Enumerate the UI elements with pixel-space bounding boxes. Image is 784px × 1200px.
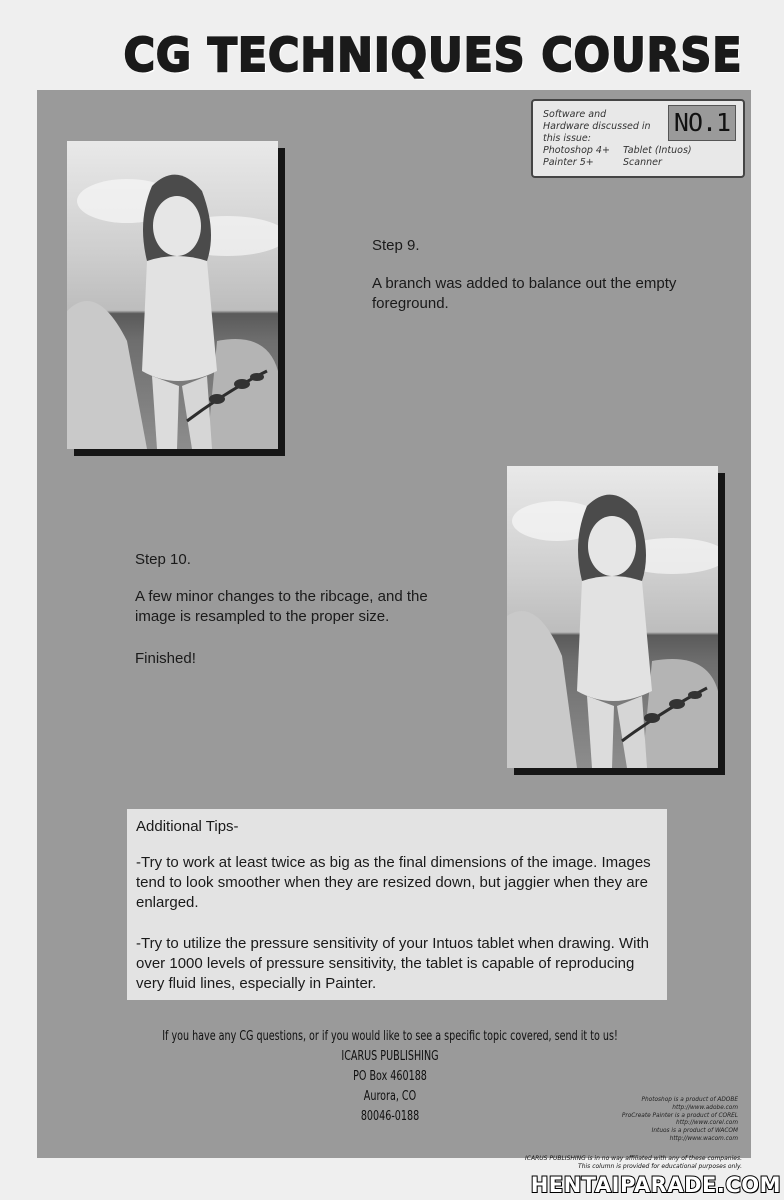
credit-line: ProCreate Painter is a product of COREL	[621, 1112, 738, 1119]
hardware-item: Tablet (Intuos)	[623, 145, 692, 156]
contact-address: PO Box 460188	[353, 1069, 427, 1084]
disclaimer	[525, 1155, 742, 1171]
disclaimer-line: ICARUS PUBLISHING is in no way affiliated with any of these companies.	[525, 1155, 742, 1162]
page-title: CG TECHNIQUES COURSE	[123, 28, 742, 82]
tip-paragraph: -Try to utilize the pressure sensitivity of your Intuos tablet when drawing. With over 1000 levels of pressure sensitivity, the tablet is capable of reproducing very fluid lines, especially in Painter.	[136, 935, 649, 992]
contact-city: Aurora, CO	[363, 1089, 417, 1104]
hardware-list	[623, 145, 692, 169]
software-item: Painter 5+	[543, 157, 594, 168]
credit-url: http://www.adobe.com	[672, 1104, 738, 1111]
credit-url: http://www.corel.com	[676, 1120, 738, 1127]
disclaimer-line: This column is provided for educational purposes only.	[578, 1163, 742, 1170]
site-watermark: HENTAIPARADE.COM	[530, 1173, 781, 1197]
credit-url: http://www.wacom.com	[669, 1135, 738, 1142]
tip-paragraph: -Try to work at least twice as big as the final dimensions of the image. Images tend to look smoother when they are resized down, but jaggier when they are enlarged.	[136, 854, 651, 911]
credit-line: Intuos is a product of WACOM	[651, 1128, 738, 1135]
software-list	[543, 145, 610, 169]
issue-number: NO.1	[668, 105, 736, 141]
software-item: Photoshop 4+	[543, 145, 610, 156]
step10-finished: Finished!	[135, 650, 196, 667]
issue-header: Software and Hardware discussed in this issue:	[543, 109, 651, 144]
contact-zip: 80046-0188	[360, 1109, 420, 1124]
credit-line: Photoshop is a product of ADOBE	[641, 1097, 738, 1103]
step9-title: Step 9.	[372, 237, 420, 254]
contact-block	[152, 1027, 628, 1127]
trademark-credits	[622, 1097, 738, 1144]
hardware-item: Scanner	[623, 157, 662, 168]
step9-body: A branch was added to balance out the empty foreground.	[372, 275, 677, 312]
contact-company: ICARUS PUBLISHING	[341, 1049, 439, 1064]
additional-tips-box	[127, 809, 667, 1000]
step9-illustration	[67, 141, 278, 449]
contact-intro: If you have any CG questions, or if you would like to see a specific topic covered, send it to us!	[162, 1029, 618, 1044]
step10-body: A few minor changes to the ribcage, and the image is resampled to the proper size.	[135, 588, 428, 625]
step10-illustration	[507, 466, 718, 768]
step10-title: Step 10.	[135, 551, 191, 568]
issue-info-box	[531, 99, 745, 178]
tips-heading: Additional Tips-	[136, 818, 239, 835]
